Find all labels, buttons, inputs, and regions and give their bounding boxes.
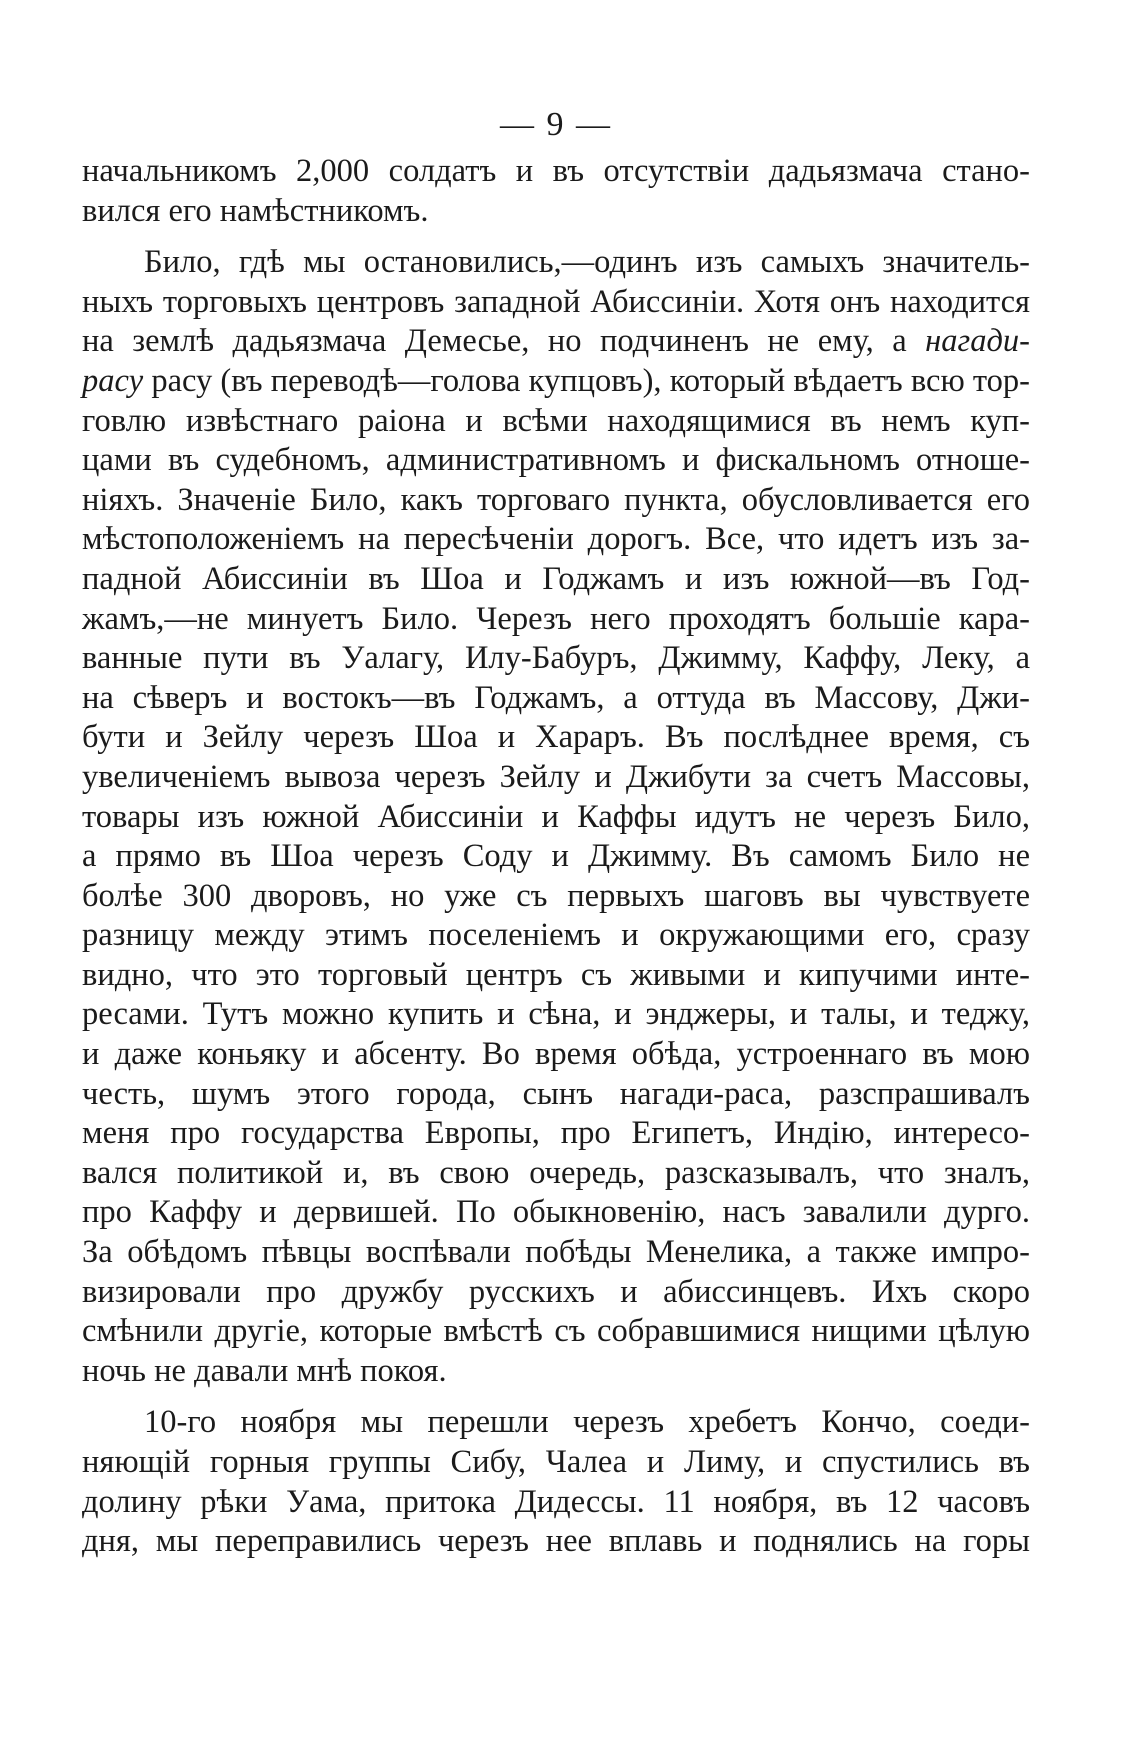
page-number: — 9 — xyxy=(500,106,612,143)
text-line: видно, что это торговый центръ съ живыми и кипучими инте- xyxy=(82,956,1030,993)
text-segment: на землѣ дадьязмача Демесье, но подчиненъ не ему, а xyxy=(82,323,907,360)
text-line: цами въ судебномъ, административномъ и фискальномъ отноше- xyxy=(82,442,1030,479)
text-line: меня про государства Европы, про Египетъ, Индію, интересо- xyxy=(82,1115,1030,1152)
text-line: вился его намѣстникомъ. xyxy=(82,192,429,229)
text-line: про Каффу и дервишей. По обыкновенію, насъ завалили дурго. xyxy=(82,1194,1030,1231)
text-line: ныхъ торговыхъ центровъ западной Абиссиніи. Хотя онъ находится xyxy=(82,283,1030,320)
paragraph-gap xyxy=(82,1391,1030,1403)
text-line: ночь не давали мнѣ покоя. xyxy=(82,1352,447,1389)
italic-term: расу xyxy=(82,362,144,399)
paragraph-gap xyxy=(82,231,1030,243)
text-line: визировали про дружбу русскихъ и абиссинцевъ. Ихъ скоро xyxy=(82,1273,1030,1310)
paragraph-1 xyxy=(82,152,1030,231)
text-line: За обѣдомъ пѣвцы воспѣвали побѣды Менелика, а также импро- xyxy=(82,1234,1030,1271)
book-page xyxy=(82,100,1030,1700)
text-line: начальникомъ 2,000 солдатъ и въ отсутствіи дадьязмача стано- xyxy=(82,153,1030,189)
text-line: 10-го ноября мы перешли черезъ хребетъ Кончо, соеди- xyxy=(144,1404,1030,1441)
text-line: Било, гдѣ мы остановились,—одинъ изъ самыхъ значитель- xyxy=(144,244,1030,281)
text-line: вался политикой и, въ свою очередь, разсказывалъ, что зналъ, xyxy=(82,1154,1030,1191)
text-line: увеличеніемъ вывоза черезъ Зейлу и Джибути за счетъ Массовы, xyxy=(82,758,1030,795)
text-line: разницу между этимъ поселеніемъ и окружающими его, сразу xyxy=(82,917,1030,954)
paragraph-2 xyxy=(82,243,1030,1391)
text-line: ніяхъ. Значеніе Било, какъ торговаго пункта, обусловливается его xyxy=(82,481,1030,518)
text-line: товары изъ южной Абиссиніи и Каффы идутъ не черезъ Било, xyxy=(82,798,1030,835)
text-segment: расу (въ переводѣ—голова купцовъ), который вѣдаетъ всю тор- xyxy=(151,362,1031,399)
text-line: ванные пути въ Уалагу, Илу-Бабуръ, Джимму, Каффу, Леку, а xyxy=(82,640,1030,677)
page-body xyxy=(82,152,1030,1562)
text-line: жамъ,—не минуетъ Било. Черезъ него проходятъ большіе кара- xyxy=(82,600,1030,637)
text-line: мѣстоположеніемъ на пересѣченіи дорогъ. Все, что идетъ изъ за- xyxy=(82,521,1030,558)
text-line: и даже коньяку и абсенту. Во время обѣда, устроеннаго въ мою xyxy=(82,1036,1030,1073)
text-line-with-italic xyxy=(82,322,1030,362)
text-line: няющій горныя группы Сибу, Чалеа и Лиму, и спустились въ xyxy=(82,1444,1030,1480)
text-line: падной Абиссиніи въ Шоа и Годжамъ и изъ южной—въ Год- xyxy=(82,560,1030,597)
text-line: дня, мы переправились черезъ нее вплавь и поднялись на горы xyxy=(82,1523,1030,1560)
text-line: долину рѣки Уама, притока Дидессы. 11 ноября, въ 12 часовъ xyxy=(82,1483,1030,1520)
paragraph-3 xyxy=(82,1403,1030,1561)
text-line: ресами. Тутъ можно купить и сѣна, и энджеры, и талы, и теджу, xyxy=(82,996,1030,1033)
text-line: смѣнили другіе, которые вмѣстѣ съ собравшимися нищими цѣлую xyxy=(82,1313,1030,1350)
italic-term: нагади- xyxy=(925,323,1030,360)
text-line: бути и Зейлу черезъ Шоа и Хараръ. Въ послѣднее время, съ xyxy=(82,719,1030,756)
text-line: говлю извѣстнаго раіона и всѣми находящимися въ немъ куп- xyxy=(82,402,1030,439)
text-line: а прямо въ Шоа черезъ Соду и Джимму. Въ самомъ Било не xyxy=(82,838,1030,875)
text-line: честь, шумъ этого города, сынъ нагади-раса, разспрашивалъ xyxy=(82,1075,1030,1112)
text-line-with-italic xyxy=(82,362,1030,402)
text-line: на сѣверъ и востокъ—въ Годжамъ, а оттуда въ Массову, Джи- xyxy=(82,679,1030,716)
text-line: болѣе 300 дворовъ, но уже съ первыхъ шаговъ вы чувствуете xyxy=(82,877,1030,914)
